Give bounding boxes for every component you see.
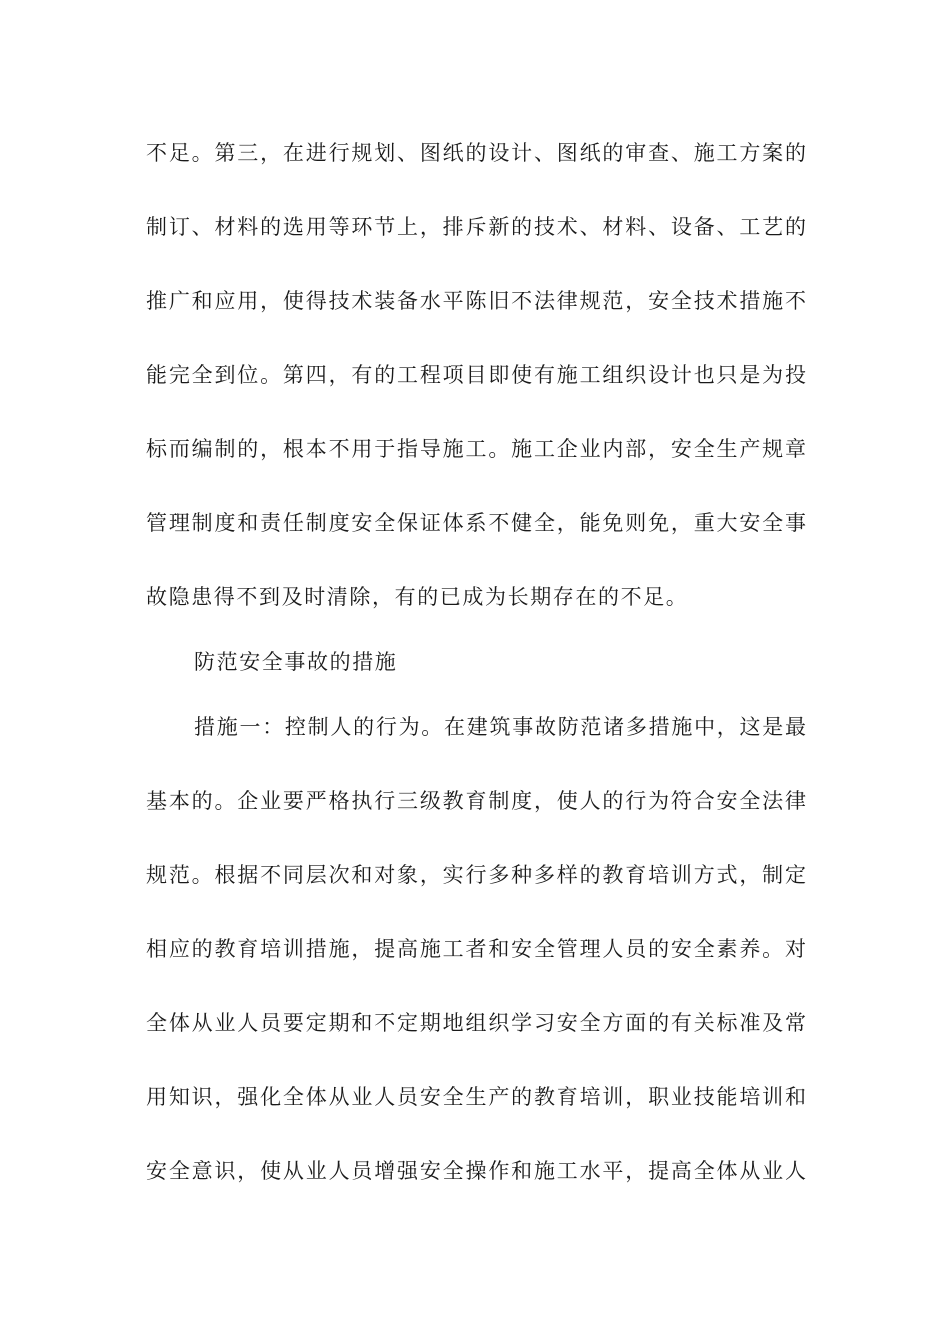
body-text-line: 安全意识，使从业人员增强安全操作和施工水平，提高全体从业人 [146, 1159, 806, 1183]
body-text-line: 能完全到位。第四，有的工程项目即使有施工组织设计也只是为投 [146, 363, 806, 387]
body-text-line: 推广和应用，使得技术装备水平陈旧不法律规范，安全技术措施不 [146, 289, 806, 313]
section-heading: 防范安全事故的措施 [194, 650, 398, 674]
body-text-line: 相应的教育培训措施，提高施工者和安全管理人员的安全素养。对 [146, 937, 806, 961]
body-text-line: 基本的。企业要严格执行三级教育制度，使人的行为符合安全法律 [146, 789, 806, 813]
body-text-line: 故隐患得不到及时清除，有的已成为长期存在的不足。 [146, 585, 689, 609]
body-text-line: 管理制度和责任制度安全保证体系不健全，能免则免，重大安全事 [146, 511, 806, 535]
body-text-line: 制订、材料的选用等环节上，排斥新的技术、材料、设备、工艺的 [146, 215, 806, 239]
body-text-line: 全体从业人员要定期和不定期地组织学习安全方面的有关标准及常 [146, 1011, 806, 1035]
body-text-line: 不足。第三，在进行规划、图纸的设计、图纸的审查、施工方案的 [146, 141, 806, 165]
body-text-line: 措施一：控制人的行为。在建筑事故防范诸多措施中，这是最 [194, 715, 806, 739]
body-text-line: 用知识，强化全体从业人员安全生产的教育培训，职业技能培训和 [146, 1085, 806, 1109]
body-text-line: 标而编制的，根本不用于指导施工。施工企业内部，安全生产规章 [146, 437, 806, 461]
body-text-line: 规范。根据不同层次和对象，实行多种多样的教育培训方式，制定 [146, 863, 806, 887]
